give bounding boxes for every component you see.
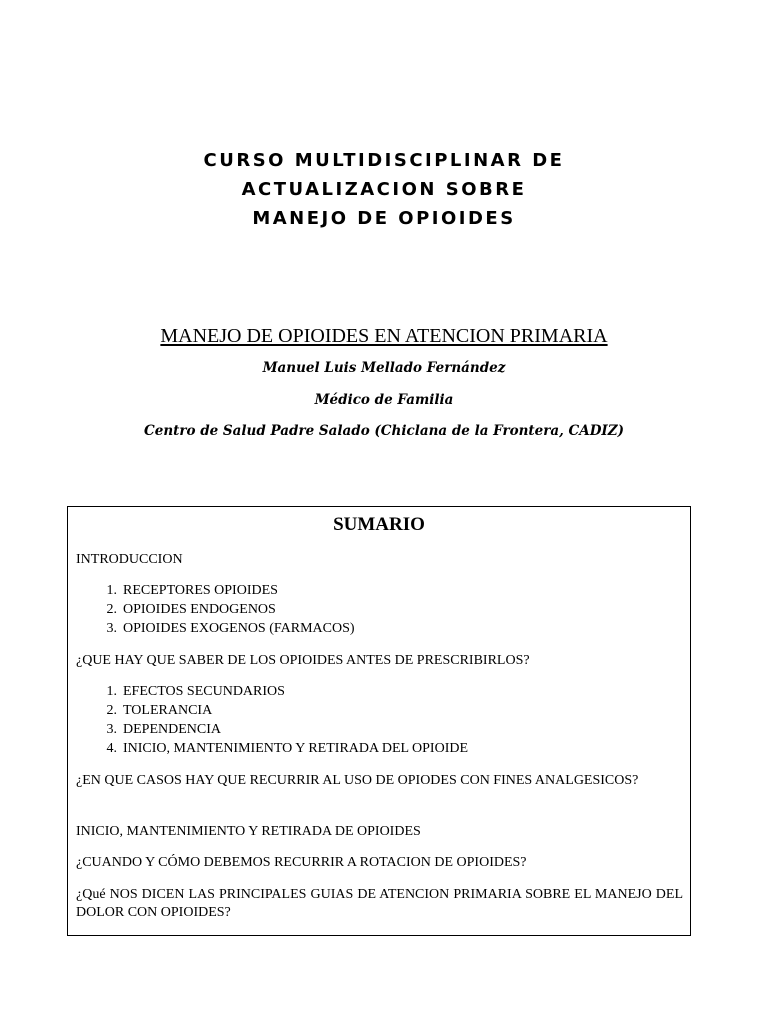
list-item: TOLERANCIA <box>123 703 213 718</box>
paper-title: MANEJO DE OPIOIDES EN ATENCION PRIMARIA <box>160 325 608 347</box>
list-number: 2. <box>106 602 117 617</box>
course-title <box>0 146 768 233</box>
list-number: 3. <box>106 621 117 636</box>
list-item: EFECTOS SECUNDARIOS <box>123 684 285 699</box>
list-item: OPIOIDES ENDOGENOS <box>123 602 276 617</box>
summary-intro: INTRODUCCION <box>76 552 183 567</box>
list-item: OPIOIDES EXOGENOS (FARMACOS) <box>123 621 355 636</box>
summary-question: ¿QUE HAY QUE SABER DE LOS OPIOIDES ANTES DE PRESCRIBIRLOS? <box>76 653 530 668</box>
list-number: 2. <box>106 703 117 718</box>
summary-question: ¿CUANDO Y CÓMO DEBEMOS RECURRIR A ROTACION DE OPIOIDES? <box>76 855 527 870</box>
course-title-line: CURSO MULTIDISCIPLINAR DE <box>203 150 565 171</box>
list-item: INICIO, MANTENIMIENTO Y RETIRADA DEL OPIOIDE <box>123 741 469 756</box>
list-item: DEPENDENCIA <box>123 722 221 737</box>
course-title-line: ACTUALIZACION SOBRE <box>241 179 527 200</box>
list-item: RECEPTORES OPIOIDES <box>123 583 278 598</box>
course-title-line: MANEJO DE OPIOIDES <box>252 208 516 229</box>
summary-heading: SUMARIO <box>333 514 425 535</box>
summary-question: ¿Qué NOS DICEN LAS PRINCIPALES GUIAS DE ATENCION PRIMARIA SOBRE EL MANEJO DEL DOLOR CON OPIOIDES? <box>76 887 683 920</box>
list-number: 1. <box>106 684 117 699</box>
list-number: 4. <box>106 741 117 756</box>
author-affiliation: Centro de Salud Padre Salado (Chiclana de la Frontera, CADIZ) <box>144 423 624 439</box>
summary-box <box>67 506 691 936</box>
list-number: 3. <box>106 722 117 737</box>
author-role: Médico de Familia <box>314 392 454 408</box>
summary-question: ¿EN QUE CASOS HAY QUE RECURRIR AL USO DE OPIODES CON FINES ANALGESICOS? <box>76 773 639 788</box>
author-name: Manuel Luis Mellado Fernández <box>262 360 506 376</box>
summary-section: INICIO, MANTENIMIENTO Y RETIRADA DE OPIOIDES <box>76 824 421 839</box>
list-number: 1. <box>106 583 117 598</box>
